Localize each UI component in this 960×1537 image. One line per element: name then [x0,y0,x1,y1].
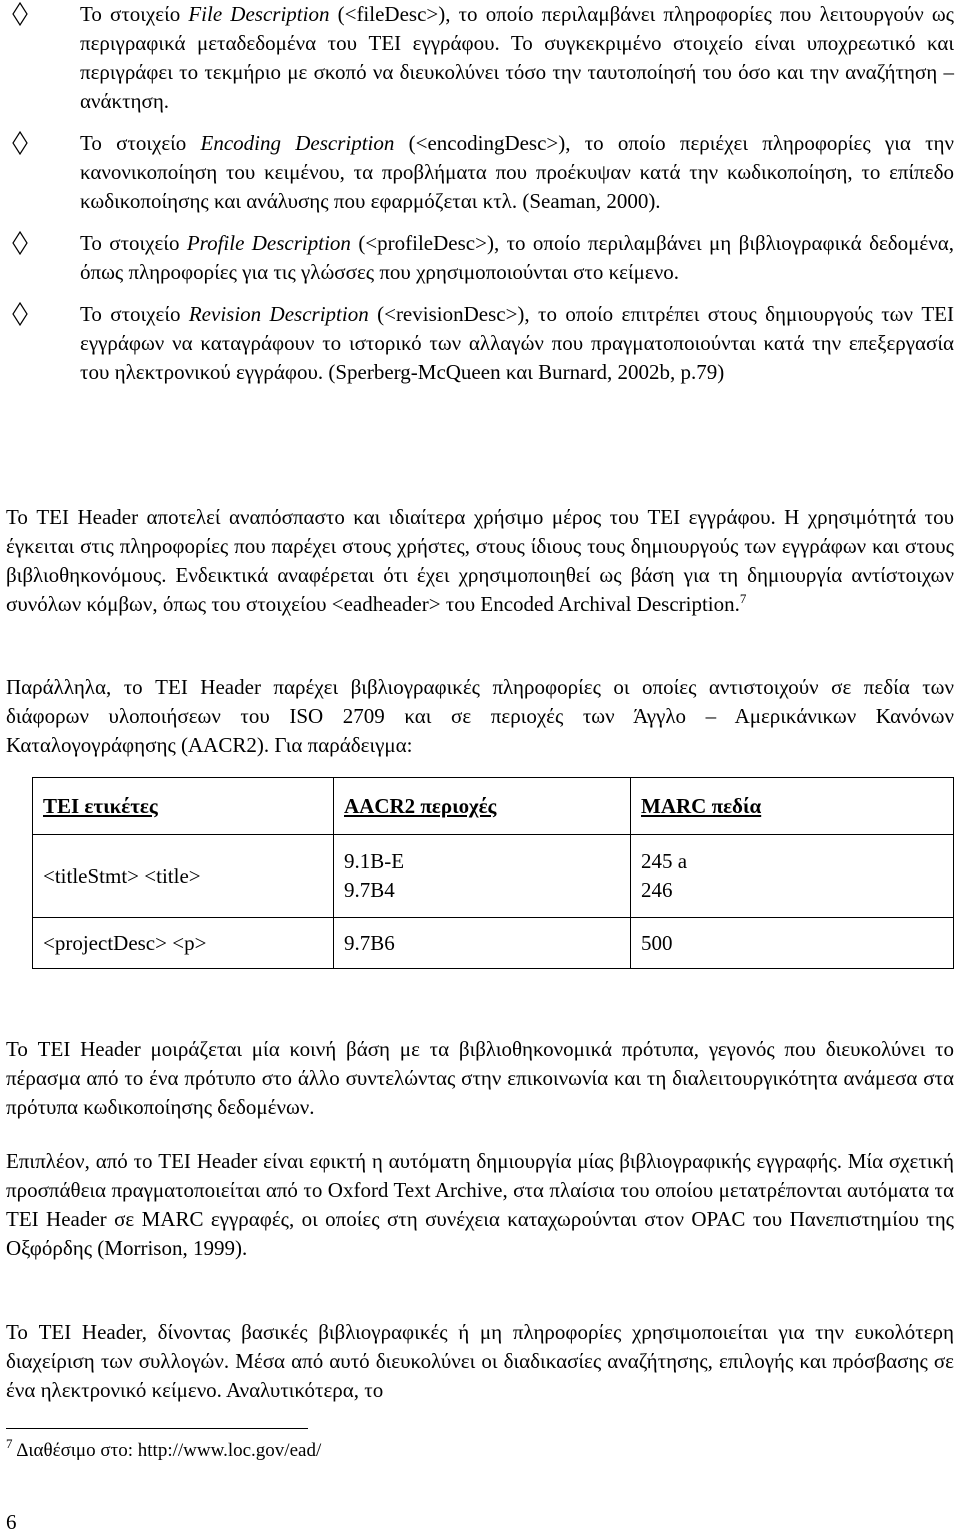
mapping-table [32,777,954,969]
paragraph-collections: Το TEI Header, δίνοντας βασικές βιβλιογραφικές ή μη πληροφορίες χρησιμοποιείται για την ευκολότερη διαχείριση των συλλογών. Μέσα από αυτό διευκολύνει οι διαδικασίες αναζήτησης, επιλογής και πρόσβασης σε ένα ηλεκτρονικό κείμενο. Αναλυτικότερα, το [6,1320,954,1402]
footnote-ref: 7 [739,591,747,606]
footnote: $^7$ Διαθέσιμο στο: http://www.loc.gov/ead/ [6,1436,322,1461]
table-row [33,835,954,918]
table-header-marc: MARC πεδία [631,778,954,835]
bullet-item-revisiondesc: Το στοιχείο Revision Description (<revisionDesc>), το οποίο επιτρέπει στους δημιουργούς των TEI εγγράφων να καταγράφουν το ιστορικό των αλλαγών που πραγματοποιούνται κατά την επεξεργασία του ηλεκτρονικού εγγράφου. (Sperberg-McQueen και Burnard, 2002b, p.79) [6,300,954,387]
table-cell-tei: <projectDesc> <p> [33,918,334,969]
paragraph-common-basis: Το TEI Header μοιράζεται μία κοινή βάση με τα βιβλιοθηκονομικά πρότυπα, γεγονός που διευκολύνει το πέρασμα από το ένα πρότυπο στο άλλο συντελώντας στην επικοινωνία και τη διαλειτουργικότητα ανάμεσα στα πρότυπα κωδικοποίησης δεδομένων. [6,1037,954,1119]
paragraph-usefulness: Το TEI Header αποτελεί αναπόσπαστο και ιδιαίτερα χρήσιμο μέρος του TEI εγγράφου. Η χρησιμότητά του έγκειται στις πληροφορίες που παρέχει στους χρήστες, στους ίδιους τους δημιουργούς των εγγράφων και στους βιβλιοθηκονόμους. Ενδεικτικά αναφέρεται ότι έχει χρησιμοποιηθεί ως βάση για τη δημιουργία αντίστοιχων συνόλων κόμβων, όπως του στοιχείου <eadheader> του Encoded Archival Description.$^7$ [6,505,954,616]
table-header-tei: TEI ετικέτες [33,778,334,835]
table-header-aacr2: AACR2 περιοχές [334,778,631,835]
bullet-list [6,0,954,400]
bullet-item-profiledesc: Το στοιχείο Profile Description (<profileDesc>), το οποίο περιλαμβάνει μη βιβλιογραφικά δεδομένα, όπως πληροφορίες για τις γλώσσες που χρησιμοποιούνται στο κείμενο. [6,229,954,287]
table-cell-aacr2: 9.7B6 [334,918,631,969]
table-row [33,918,954,969]
diamond-bullet-icon [12,231,28,255]
footnote-separator [6,1428,308,1429]
table-header-row [33,778,954,835]
paragraph-automatic-record: Επιπλέον, από το TEI Header είναι εφικτή η αυτόματη δημιουργία μίας βιβλιογραφικής εγγραφής. Μία σχετική προσπάθεια πραγματοποιείται από το Oxford Text Archive, στα πλαίσια του οποίου μετατρέπονται αυτόματα τα TEI Header σε MARC εγγραφές, οι οποίες στη συνέχεια καταχωρούνται στον OPAC του Πανεπιστημίου της Οξφόρδης (Morrison, 1999). [6,1149,954,1260]
paragraph-iso2709: Παράλληλα, το TEI Header παρέχει βιβλιογραφικές πληροφορίες οι οποίες αντιστοιχούν σε πεδία των διάφορων υλοποιήσεων του ISO 2709 και σε περιοχές των Άγγλο – Αμερικάνικων Κανόνων Καταλογογράφησης (AACR2). Για παράδειγμα: [6,675,954,757]
table-cell-tei: <titleStmt> <title> [33,835,334,918]
page-number: 6 [6,1510,17,1534]
table-cell-aacr2: 9.1B-E 9.7B4 [334,835,631,918]
diamond-bullet-icon [12,302,28,326]
bullet-item-filedesc: Το στοιχείο File Description (<fileDesc>), το οποίο περιλαμβάνει πληροφορίες που λειτουργούν ως περιγραφικά μεταδεδομένα του TEI εγγράφου. Το συγκεκριμένο στοιχείο είναι υποχρεωτικό και περιγράφει το τεκμήριο με σκοπό να διευκολύνει τόσο την ταυτοποίησή του όσο και την αναζήτηση – ανάκτηση. [6,0,954,116]
table-cell-marc: 245 a 246 [631,835,954,918]
table-cell-marc: 500 [631,918,954,969]
diamond-bullet-icon [12,2,28,26]
diamond-bullet-icon [12,131,28,155]
bullet-item-encodingdesc: Το στοιχείο Encoding Description (<encodingDesc>), το οποίο περιέχει πληροφορίες για την κανονικοποίηση του κειμένου, τα προβλήματα που προέκυψαν κατά την κωδικοποίηση, το επίπεδο κωδικοποίησης και ανάλυσης που εφαρμόζεται κτλ. (Seaman, 2000). [6,129,954,216]
